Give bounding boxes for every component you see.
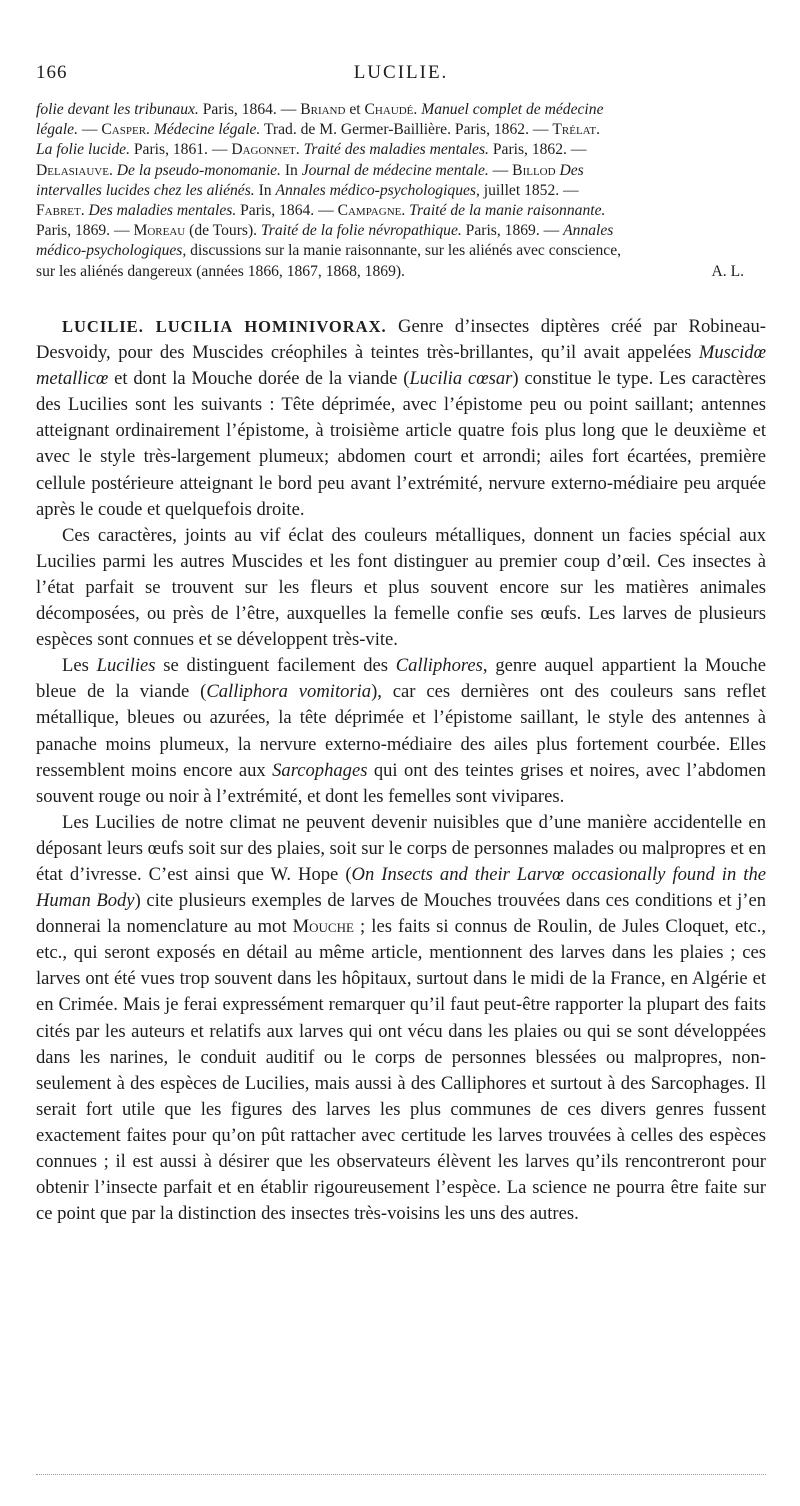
bib-text: — (78, 121, 102, 139)
bib-text: . (413, 101, 422, 118)
bib-text: Paris, 1864. — (236, 202, 338, 220)
paragraph-text: ), car ces dernières ont des couleurs sans reflet métallique, bleues ou azurées, la tête déprimée et l’épistome saillant, le style des antennes à panache moins plumeux, la nervure externo-médiaire des ailes plus fortement courbée. Elles ressemblent moins encore aux (36, 681, 766, 781)
entry-headword: LUCILIE. LUCILIA HOMINIVORAX. (62, 317, 387, 336)
page-header (36, 62, 766, 88)
bib-title: Annales (563, 222, 614, 240)
bib-text: Paris, 1869. — (36, 222, 134, 240)
bib-text: Paris, 1861. — (129, 141, 232, 159)
bib-text: sur les aliénés dangereux (années 1866, 1867, 1868, 1869). (36, 262, 405, 280)
bib-text: discussions sur la manie raisonnante, sur les aliénés avec conscience, (186, 242, 622, 260)
bib-title: Traité de la manie raisonnante. (409, 202, 606, 220)
paragraph-text: Genre d’insectes diptères créé par Robineau-Desvoidy, pour des Muscides créophiles à teintes très-brillantes, qu’il avait appelées (36, 316, 767, 364)
bibliography-line (36, 140, 766, 160)
bib-author: Fabret (36, 202, 81, 220)
paragraph-text: ; les faits si connus de Roulin, de Jules Cloquet, etc., etc., qui seront exposés en détail au même article, mentionnent des larves dans les plaies ; ces larves ont été vues trop souvent dans les hôpitaux, surtout dans le midi de la France, en Algérie et en Crimée. Mais je ferai expressément remarquer qu’il faut peut-être rapporter la plupart des faits cités par les auteurs et relatifs aux larves qui ont vécu dans les plaies ou qui se sont développées dans les narines, le conduit auditif ou le corps de personnes blessées ou malpropres, non-seulement à des espèces de Lucilies, mais aussi à des Calliphores et surtout à des Sarcophages. Il serait fort utile que les figures des larves les plus communes de ces divers genres fussent exactement faites pour qu’on pût rattacher avec certitude les larves trouvées à celles des espèces connues ; il est aussi à désirer que les observateurs élèvent les larves qu’ils rencontreront pour obtenir l’insecte parfait et en établir rigoureusement l’espèce. La science ne pourra être faite sur ce point que par la distinction des insectes très-voisins les uns des autres. (36, 916, 766, 1225)
bib-title: légale. (36, 121, 78, 139)
bib-author: Chaudé (364, 101, 414, 118)
bib-title: Des (559, 161, 584, 179)
bibliography-line (36, 181, 766, 201)
paragraph-text: Les Lucilies de notre climat ne peuvent devenir nuisibles que d’une manière accidentelle en déposant leurs œufs soit sur des plaies, soit sur le corps de personnes malades ou malpropres et en état d’ivresse. C’est ainsi que W. Hope ( (36, 811, 766, 885)
bib-text: Paris, 1862. — (488, 141, 587, 159)
bib-text: (de Tours). (185, 222, 261, 240)
bibliography-line (36, 201, 766, 221)
author-signature: A. L. (711, 262, 744, 280)
bib-text: Paris, 1869. — (461, 222, 564, 240)
bib-author: Delasiauve (36, 161, 109, 179)
paragraph-text: ) cite plusieurs exemples de larves de Mouches trouvées dans ces conditions et j’en donnerai la nomenclature au mot (36, 890, 766, 938)
bib-text: . (596, 121, 601, 139)
bottom-dotted-rule (36, 1474, 766, 1475)
bib-author: Campagne (337, 202, 402, 220)
bibliography-block (36, 100, 766, 282)
bib-text: In (280, 161, 302, 179)
bib-text: juillet 1852. — (479, 181, 579, 199)
taxon-name: Calliphores (395, 655, 483, 677)
bibliography-line (36, 100, 766, 120)
bibliography-line (36, 161, 766, 181)
bib-title: Annales médico-psychologiques, (275, 181, 480, 199)
bib-title: folie devant les tribunaux. (36, 101, 199, 118)
bib-title: De la pseudo-monomanie. (116, 161, 281, 179)
bib-text: . (80, 202, 89, 220)
bib-text: . (108, 161, 117, 179)
paragraph (36, 810, 766, 1228)
bib-title: Médecine légale. (153, 121, 261, 139)
bib-title: intervalles lucides chez les aliénés. (36, 181, 255, 199)
taxon-name: Lucilies (96, 655, 156, 677)
bib-author: Briand (300, 101, 346, 118)
bib-text: et (345, 101, 365, 118)
bibliography-line (36, 241, 766, 261)
bibliography-line (36, 262, 766, 282)
bib-title: Traité des maladies mentales. (303, 141, 489, 159)
bib-author: Moreau (133, 222, 186, 240)
paragraph (36, 314, 766, 523)
bib-author: Billod (512, 161, 556, 179)
bib-author: Dagonnet (231, 141, 296, 159)
bib-title: La folie lucide. (36, 141, 130, 159)
paragraph-text: ) constitue le type. Les caractères des Lucilies sont les suivants : Tête déprimée, avec l’épistome peu ou point saillant; antennes atteignant ordinairement l’épistome, à troisième article quatre fois plus long que le deuxième et avec le style très-largement plumeux; abdomen court et arrondi; ailes fort écartées, première cellule postérieure atteignant le bord peu avant l’extrémité, nervure externo-médiaire peu arquée après le coude et quelquefois droite. (36, 368, 766, 520)
paragraph: Ces caractères, joints au vif éclat des couleurs métalliques, donnent un facies spécial aux Lucilies parmi les autres Muscides et les font distinguer au premier coup d’œil. Ces insectes à l’état parfait se trouvent sur les fleurs et plus souvent encore sur les matières animales décomposées, ou près de l’être, auxquelles la femelle confie ses œufs. Les larves de plusieurs espèces sont connues et se développent très-vite. (36, 524, 766, 651)
taxon-name: Muscidœ metallicœ (36, 342, 766, 390)
paragraph-text: et dont la Mouche dorée de la viande ( (108, 368, 410, 390)
bib-author: Trélat (552, 121, 597, 139)
page-number: 166 (36, 62, 68, 83)
bib-text: — (488, 161, 513, 179)
bibliography-line (36, 221, 766, 241)
paragraph-text: se distinguent facilement des (155, 655, 396, 677)
bib-text: In (254, 181, 276, 199)
cross-reference: Mouche (292, 916, 354, 938)
paragraph-text: , genre auquel appartient la Mouche bleue de la viande ( (36, 655, 766, 703)
bib-title: Des maladies mentales. (88, 202, 237, 220)
paragraph (36, 653, 766, 810)
taxon-name: Sarcophages (272, 759, 368, 781)
bib-text: Paris, 1864. — (198, 101, 301, 118)
article-lucilie (36, 314, 766, 1227)
running-title: LUCILIE. (353, 62, 449, 83)
bib-text: . (295, 141, 304, 159)
bib-text: . (401, 202, 410, 220)
taxon-name: Lucilia cœsar (409, 368, 513, 390)
bib-author: Casper (101, 121, 147, 139)
bibliography-line (36, 120, 766, 140)
bib-title: Traité de la folie névropathique. (260, 222, 462, 240)
bib-title: Journal de médecine mentale. (301, 161, 489, 179)
paragraph-text: Les (62, 655, 97, 677)
paragraph-text: qui ont des teintes grises et noires, avec l’abdomen souvent rouge ou noir à l’extrémité, et dont les femelles sont vivipares. (36, 759, 766, 807)
bib-text: . (146, 121, 154, 139)
taxon-name: Calliphora vomitoria (206, 681, 372, 703)
cited-title: On Insects and their Larvœ occasionally found in the Human Body (36, 863, 766, 912)
bib-title: Manuel complet de médecine (421, 101, 604, 118)
bib-text: Trad. de M. Germer-Baillière. Paris, 1862. — (260, 121, 553, 139)
bib-title: médico-psychologiques, (36, 242, 187, 260)
